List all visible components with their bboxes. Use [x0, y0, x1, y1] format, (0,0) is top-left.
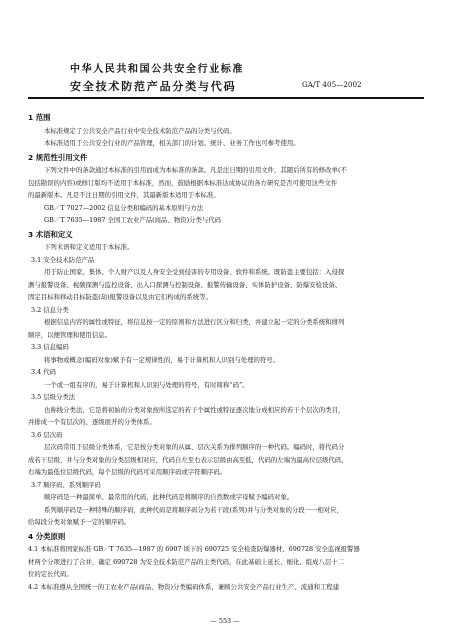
term-heading: 3.7 顺序码、系列顺序码	[31, 480, 101, 489]
term-heading: 3.4 代码	[31, 368, 56, 376]
standard-title: 安全技术防范产品分类与代码	[70, 80, 237, 93]
paragraph: 本标准适用于公共安全行业的产品管理，相关部门的计划、统计、业务工作也可参考使用。	[44, 139, 300, 147]
paragraph: 将事物或概念(编码对象)赋予有一定规律性的，易于计算机和人识别与处理的符号。	[44, 355, 280, 364]
paragraph: 根据信息内容的属性或特征，将信息按一定的原则和方法进行区分和归类，并建立起一定的分类系统和排列	[44, 318, 345, 326]
paragraph: 系列顺序码是一种特殊的顺序码，此种代码是将顺序码分为若干段(系列)并与分类对象的分段一一相对应，	[44, 505, 343, 514]
term-heading: 3.1 安全技术防范产品	[31, 255, 95, 264]
paragraph: 测与报警设备、视频探测与监控设备、出入口探测与控制设备、报警传输设备、实体防护设备、防爆安检设备、	[28, 280, 342, 289]
reference-item: GB／T 7635—1987 全国工农业产品(商品、物资)分类与代码	[44, 216, 222, 224]
paragraph: 下列术语和定义适用于本标准。	[44, 243, 134, 251]
paragraph: 成若干层级，并与分类对象的分类层级相对应，代码自左至右表示层级由高至低，代码的左端为最高位层级代码，	[28, 455, 348, 464]
paragraph: 本标准规定了公共安全产品行业中安全技术防范产品的分类与代码。	[44, 126, 236, 135]
paragraph: 4.2 本标准遵从全国统一的工农业产品(商品、物资)分类编码体系，兼顾公共安全产品行业生产、流通和工程建	[28, 582, 340, 591]
term-heading: 3.2 信息分类	[31, 305, 69, 314]
standard-category-title: 中华人民共和国公共安全行业标准	[70, 64, 244, 75]
section-heading: 1 范围	[28, 113, 51, 122]
paragraph: 包括勘误的内容)或修订版均不适用于本标准，然而，鼓励根据本标准达成协议的各方研究是否可使用这些文件	[28, 178, 338, 187]
term-heading: 3.3 信息编码	[31, 343, 69, 351]
paragraph: 4.1 本标准将国家标准 GB／T 7635—1987 的 6907 顷下的 690725 安全检查防爆器材、690728 安全监视报警器	[28, 545, 360, 553]
section-heading: 2 规范性引用文件	[28, 152, 88, 162]
paragraph: 材两个分项进行了合并，确定 690728 为安全技术防范产品的主类代码，在此基础上延长、细化、组成八层十二	[28, 557, 345, 566]
section-heading: 4 分类原则	[28, 531, 66, 541]
reference-item: GB／T 7027—2002 信息分类和编码的基本原则与方法	[44, 203, 204, 212]
paragraph: 用于防止国家、集体、个人财产以及人身安全受到侵害的专用设备、软件和系统。既防盗主要包括：入侵探	[44, 268, 345, 276]
header-divider	[28, 97, 424, 99]
page-number: — 553 —	[210, 617, 240, 625]
standard-code: GA/T 405—2002	[302, 80, 362, 89]
paragraph: 也称线分类法，它是将初始的分类对象按所选定的若干个属性或特征逐次地分成相应的若干个层次的类目，	[44, 405, 345, 414]
paragraph: 顺序，以便管理和使用信息。	[28, 330, 112, 339]
section-heading: 3 术语和定义	[28, 229, 73, 239]
paragraph: 下列文件中的条款通过本标准的引用而成为本标准的条款。凡是注日期的引用文件，其随后所有的修改单(不	[44, 166, 347, 174]
paragraph: 给每段分类对象赋予一定的顺序码。	[28, 518, 131, 526]
paragraph: 固定目标和移动目标防盗(劫)报警设备以及由它们构成的系统等。	[28, 293, 212, 301]
paragraph: 右端为最低位层级代码，每个层级的代码可采用顺序码或字符顺序码。	[28, 468, 227, 476]
term-heading: 3.6 层次码	[31, 430, 63, 439]
paragraph: 顺序码是一种最简单、最常用的代码，此种代码是将顺序的自然数或字母赋予编码对象。	[44, 493, 294, 501]
paragraph: 一个或一组有序的，易于计算机和人识别与处理的符号，有时简称“码”。	[44, 380, 249, 389]
document-body	[28, 110, 424, 593]
paragraph: 位的定长代码。	[28, 570, 73, 578]
term-heading: 3.5 层级分类法	[31, 393, 76, 401]
paragraph: 并排成一个有层次的、逐级展开的分类体系。	[28, 418, 156, 426]
paragraph: 的最新版本。凡是不注日期的引用文件，其最新版本适用于本标准。	[28, 191, 220, 199]
paragraph: 层次码常用于层级分类体系，它是按分类对象的从属、层次关系为排列顺序的一种代码。编码时，将代码分	[44, 443, 345, 451]
